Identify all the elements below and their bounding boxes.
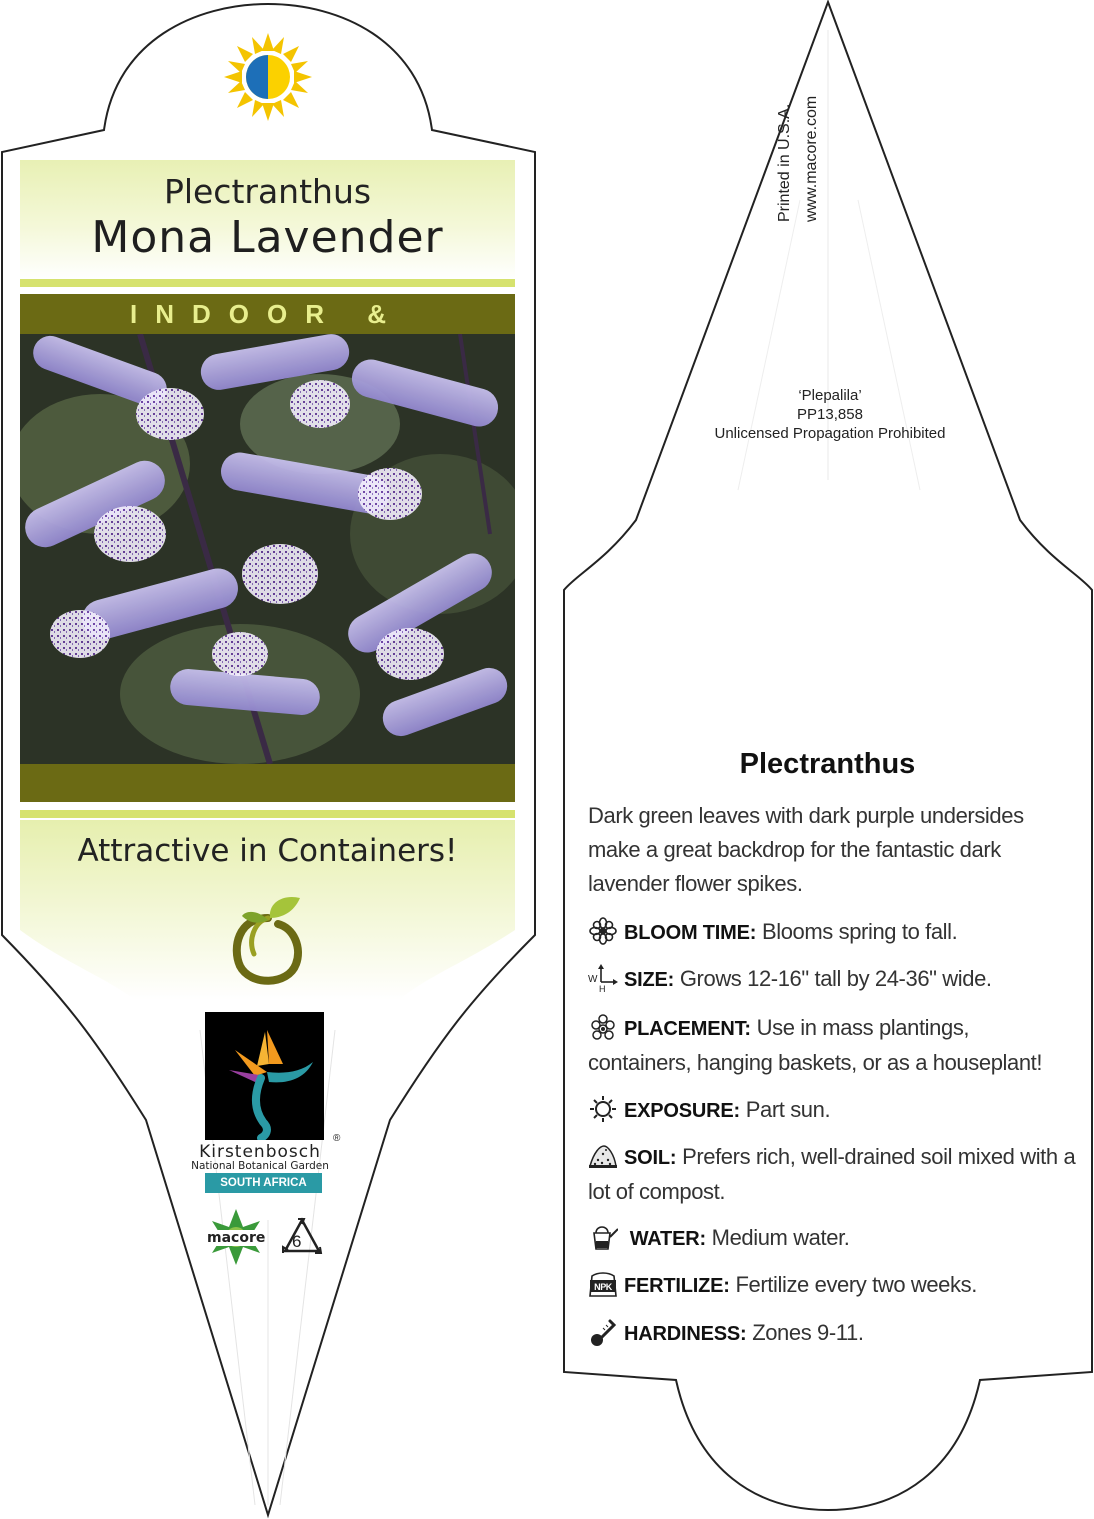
exposure-label: EXPOSURE: [624, 1100, 741, 1122]
info-placement [588, 1011, 1078, 1079]
soil-label: SOIL: [624, 1147, 677, 1169]
info-hardiness [588, 1316, 1078, 1351]
cultivar-title: Mona Lavender [91, 212, 444, 263]
plants-icon [588, 1013, 618, 1041]
plant-photo [20, 334, 515, 764]
npk-text: NPK [594, 1282, 612, 1292]
size-text: Grows 12-16" tall by 24-36" wide. [679, 966, 992, 991]
info-bloom-time [588, 915, 1078, 950]
info-size [588, 962, 1078, 997]
cultivar-id-block [640, 386, 1020, 443]
printed-in-block [770, 22, 830, 222]
kirstenbosch-country-badge: SOUTH AFRICA [205, 1173, 322, 1193]
half-sun-icon [220, 32, 316, 122]
cultivar-name: ‘Plepalila’ [798, 387, 862, 404]
back-title: Plectranthus [739, 748, 916, 780]
npk-icon [588, 1270, 618, 1298]
info-soil [588, 1140, 1078, 1208]
thermometer-icon [588, 1318, 618, 1346]
flower-icon [588, 917, 618, 945]
hardiness-label: HARDINESS: [624, 1323, 747, 1345]
front-band-dark-bottom [20, 764, 515, 802]
svg-text:W: W [588, 974, 598, 985]
bloom-time-text: Blooms spring to fall. [761, 919, 958, 944]
soil-mound-icon [588, 1142, 618, 1170]
kirstenbosch-subtitle: National Botanical Garden [191, 1160, 329, 1172]
bloom-time-label: BLOOM TIME: [624, 922, 757, 944]
kirstenbosch-registered-mark: ® [333, 1133, 341, 1144]
info-fertilize [588, 1268, 1078, 1303]
info-exposure [588, 1093, 1078, 1128]
svg-text:H: H [599, 984, 606, 992]
water-label: WATER: [629, 1228, 706, 1250]
fertilize-label: FERTILIZE: [624, 1275, 730, 1297]
exposure-text: Part sun. [745, 1097, 831, 1122]
macore-url: www.macore.com [803, 95, 820, 222]
front-band-light-top [20, 279, 515, 287]
recycle-icon [280, 1215, 324, 1259]
front-band-light-bottom [20, 810, 515, 818]
watering-can-icon [588, 1223, 618, 1251]
plant-description: Dark green leaves with dark purple undersides make a great backdrop for the fantastic dark lavender flower spikes. [588, 803, 1024, 896]
fertilize-text: Fertilize every two weeks. [735, 1272, 977, 1297]
placement-label: PLACEMENT: [624, 1018, 751, 1040]
printed-in-usa: Printed in U.S.A. [776, 103, 793, 222]
genus-title: Plectranthus [163, 172, 372, 211]
sun-outline-icon [588, 1095, 618, 1123]
tagline: Attractive in Containers! [77, 833, 458, 869]
macore-label: macore [207, 1230, 266, 1246]
kirstenbosch-name: Kirstenbosch [199, 1142, 321, 1162]
size-arrows-icon [588, 964, 618, 992]
recycle-number: 6 [292, 1232, 302, 1251]
placement-text: Use in mass plantings, containers, hanging baskets, or as a houseplant! [588, 1015, 1043, 1075]
bird-of-paradise-logo [205, 1012, 324, 1140]
water-text: Medium water. [711, 1225, 850, 1250]
category-band-label: INDOOR & [130, 299, 404, 329]
size-label: SIZE: [624, 969, 675, 991]
soil-text: Prefers rich, well-drained soil mixed with a lot of compost. [588, 1144, 1076, 1204]
patent-number: PP13,858 [797, 406, 863, 423]
hardiness-text: Zones 9-11. [752, 1320, 864, 1345]
seedling-swirl-icon [228, 888, 308, 988]
info-water [588, 1221, 1078, 1256]
propagation-notice: Unlicensed Propagation Prohibited [714, 425, 946, 442]
